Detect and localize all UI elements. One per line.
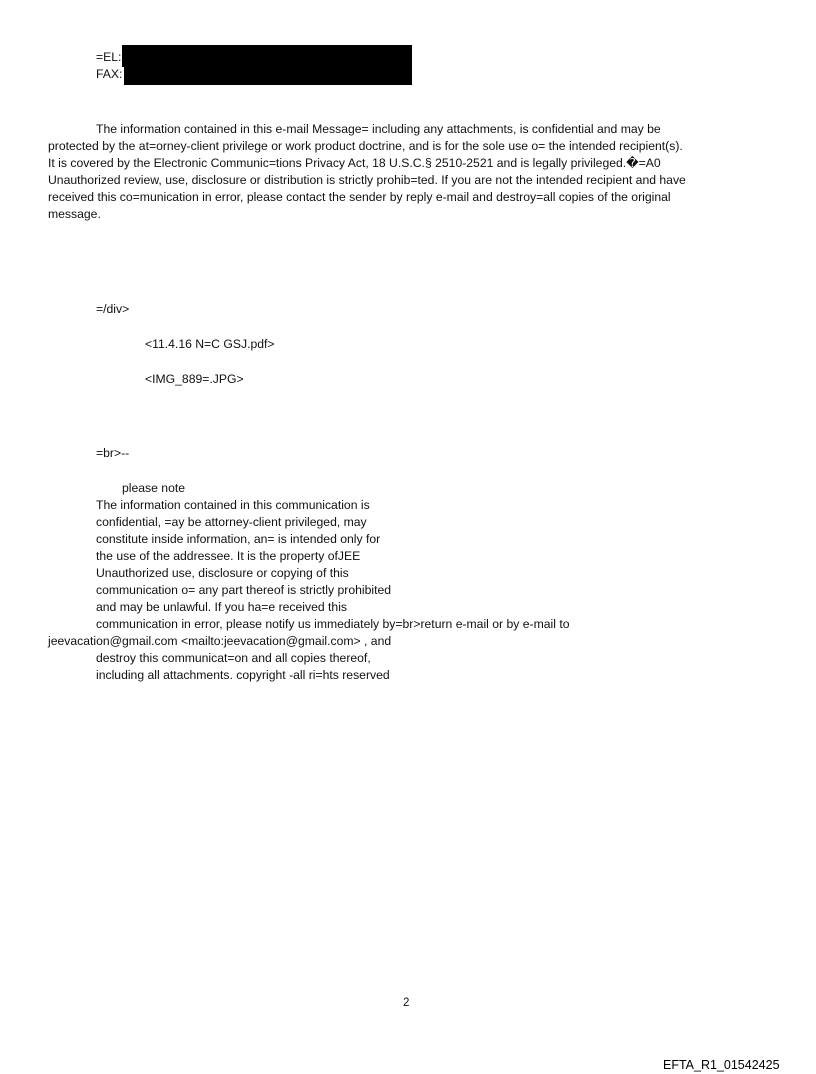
note-line: including all attachments. copyright -all ri=hts reserved xyxy=(96,668,390,682)
confidentiality-line: received this co=munication in error, please contact the sender by reply e-mail and destroy=all copies of the original xyxy=(48,190,671,204)
confidentiality-line: It is covered by the Electronic Communic=tions Privacy Act, 18 U.S.C.§ 2510-2521 and is legally privileged.�=A0 xyxy=(48,156,661,170)
note-line: Unauthorized use, disclosure or copying of this xyxy=(96,566,349,580)
note-line: communication in error, please notify us immediately by=br>return e-mail or by e-mail to xyxy=(96,617,570,631)
confidentiality-line: The information contained in this e-mail Message= including any attachments, is confidential and may be xyxy=(96,122,661,136)
note-line: and may be unlawful. If you ha=e received this xyxy=(96,600,348,614)
confidentiality-paragraph xyxy=(48,121,783,223)
div-close-marker: =/div> xyxy=(96,302,130,316)
note-line-email: jeevacation@gmail.com <mailto:jeevacation@gmail.com> , and xyxy=(48,634,392,648)
note-line: communication o= any part thereof is strictly prohibited xyxy=(96,583,392,597)
note-line: destroy this communicat=on and all copies thereof, xyxy=(96,651,371,665)
page-number: 2 xyxy=(403,997,410,1009)
confidentiality-line: Unauthorized review, use, disclosure or distribution is strictly prohib=ted. If you are not the intended recipient and have xyxy=(48,173,686,187)
note-line: confidential, =ay be attorney-client privileged, may xyxy=(96,515,367,529)
note-line: constitute inside information, an= is intended only for xyxy=(96,532,381,546)
confidentiality-line: protected by the at=orney-client privilege or work product doctrine, and is for the sole use o= the intended recipient(s). xyxy=(48,139,683,153)
confidentiality-line: message. xyxy=(48,207,101,221)
note-line: The information contained in this communication is xyxy=(96,498,370,512)
note-heading: please note xyxy=(122,481,186,495)
attachment-pdf: <11.4.16 N=C GSJ.pdf> xyxy=(145,337,275,351)
document-id: EFTA_R1_01542425 xyxy=(663,1058,780,1072)
attachment-jpg: <IMG_889=.JPG> xyxy=(145,372,244,386)
fax-label: FAX: xyxy=(96,67,123,81)
tel-label: =EL: xyxy=(96,50,122,64)
note-line: the use of the addressee. It is the property ofJEE xyxy=(96,549,361,563)
br-marker: =br>-- xyxy=(96,446,130,460)
redaction-box-fax xyxy=(124,64,412,85)
